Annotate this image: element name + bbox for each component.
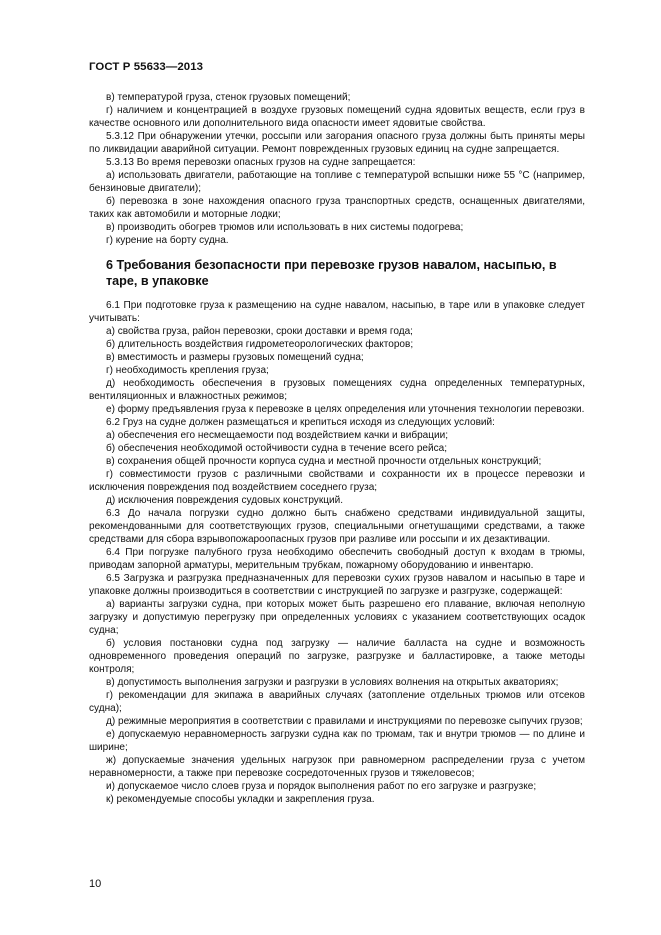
paragraph: б) условия постановки судна под загрузку — наличие балласта на судне и возможность одновременного проведения операций по загрузке, разгрузке и балластировке, а также методы контроля; bbox=[89, 637, 585, 675]
paragraph: в) допустимость выполнения загрузки и разгрузки в условиях волнения на открытых акваториях; bbox=[106, 676, 559, 688]
paragraph: 6.4 При погрузке палубного груза необходимо обеспечить свободный доступ к входам в трюмы, приводам запорной арматуры, мерительным трубкам, пожарному оборудованию и инвентарю. bbox=[89, 546, 585, 571]
document-header: ГОСТ Р 55633—2013 bbox=[89, 61, 204, 73]
paragraph: а) обеспечения его несмещаемости под воздействием качки и вибрации; bbox=[106, 429, 449, 441]
paragraph: к) рекомендуемые способы укладки и закрепления груза. bbox=[106, 793, 375, 805]
page-number: 10 bbox=[89, 878, 102, 890]
section-6-body bbox=[89, 299, 585, 806]
paragraph: е) допускаемую неравномерность загрузки судна как по трюмам, так и внутри трюмов — по длине и ширине; bbox=[89, 728, 585, 753]
section-5-continuation bbox=[89, 91, 585, 247]
paragraph: д) необходимость обеспечения в грузовых помещениях судна определенных температурных, вентиляционных и влажностных режимов; bbox=[89, 377, 585, 402]
paragraph: г) наличием и концентрацией в воздухе грузовых помещений судна ядовитых веществ, если груз в качестве основного или дополнительного вида опасности имеет ядовитые свойства. bbox=[89, 105, 585, 129]
paragraph: е) форму предъявления груза к перевозке в целях определения или уточнения технологии перевозки. bbox=[106, 403, 585, 415]
paragraph: ж) допускаемые значения удельных нагрузок при равномерном распределении груза с учетом неравномерности, а также при перевозке сосредоточенных грузов и тяжеловесов; bbox=[89, 754, 585, 779]
paragraph: г) необходимость крепления груза; bbox=[106, 364, 269, 376]
paragraph: г) рекомендации для экипажа в аварийных случаях (затопление отдельных трюмов или отсеков судна); bbox=[89, 689, 585, 714]
paragraph: и) допускаемое число слоев груза и порядок выполнения работ по его загрузке и разгрузке; bbox=[106, 780, 537, 792]
paragraph: а) свойства груза, район перевозки, сроки доставки и время года; bbox=[106, 325, 413, 337]
paragraph: в) температурой груза, стенок грузовых помещений; bbox=[106, 92, 351, 103]
paragraph: 5.3.13 Во время перевозки опасных грузов на судне запрещается: bbox=[106, 157, 416, 168]
paragraph: г) курение на борту судна. bbox=[106, 235, 229, 246]
paragraph: а) использовать двигатели, работающие на топливе с температурой вспышки ниже 55 °С (например, бензиновые двигатели); bbox=[89, 170, 585, 194]
paragraph: д) исключения повреждения судовых конструкций. bbox=[106, 494, 343, 506]
paragraph: д) режимные мероприятия в соответствии с правилами и инструкциями по перевозке сыпучих грузов; bbox=[106, 715, 583, 727]
paragraph: б) длительность воздействия гидрометеорологических факторов; bbox=[106, 338, 414, 350]
section-6-heading: 6 Требования безопасности при перевозке грузов навалом, насыпью, в таре, в упаковке bbox=[106, 258, 557, 288]
paragraph: 6.1 При подготовке груза к размещению на судне навалом, насыпью, в таре или в упаковке следует учитывать: bbox=[89, 299, 585, 324]
paragraph: б) обеспечения необходимой остойчивости судна в течение всего рейса; bbox=[106, 442, 448, 454]
paragraph: 6.5 Загрузка и разгрузка предназначенных для перевозки сухих грузов навалом и насыпью в таре и упаковке должны производиться в соответствии с инструкцией по загрузке и разгрузке, содержащей: bbox=[89, 572, 585, 597]
paragraph: в) производить обогрев трюмов или использовать в них системы подогрева; bbox=[106, 222, 464, 233]
paragraph: 5.3.12 При обнаружении утечки, россыпи или загорания опасного груза должны быть приняты меры по ликвидации аварийной ситуации. Ремонт поврежденных грузовых единиц на судне запрещается. bbox=[89, 131, 585, 155]
paragraph: в) вместимость и размеры грузовых помещений судна; bbox=[106, 351, 364, 363]
paragraph: в) сохранения общей прочности корпуса судна и местной прочности отдельных конструкций; bbox=[106, 455, 542, 467]
paragraph: 6.2 Груз на судне должен размещаться и крепиться исходя из следующих условий: bbox=[106, 416, 495, 428]
paragraph: 6.3 До начала погрузки судно должно быть снабжено средствами индивидуальной защиты, рекомендованными для соответствующих грузов, специальными огнетушащими средствами, а также средствами для сбора взрывопожароопасных грузов при разливе или россыпи и их дезактивации. bbox=[89, 507, 585, 545]
document-body bbox=[89, 91, 585, 806]
paragraph: а) варианты загрузки судна, при которых может быть разрешено его плавание, включая неполную загрузку и допустимую перегрузку при определенных условиях с указанием соответствующих осадок судна; bbox=[89, 598, 585, 636]
paragraph: г) совместимости грузов с различными свойствами и сохранности их в процессе перевозки и исключения повреждения под воздействием соседнего груза; bbox=[89, 468, 585, 493]
paragraph: б) перевозка в зоне нахождения опасного груза транспортных средств, оснащенных двигателями, таких как автомобили и моторные лодки; bbox=[89, 196, 585, 220]
